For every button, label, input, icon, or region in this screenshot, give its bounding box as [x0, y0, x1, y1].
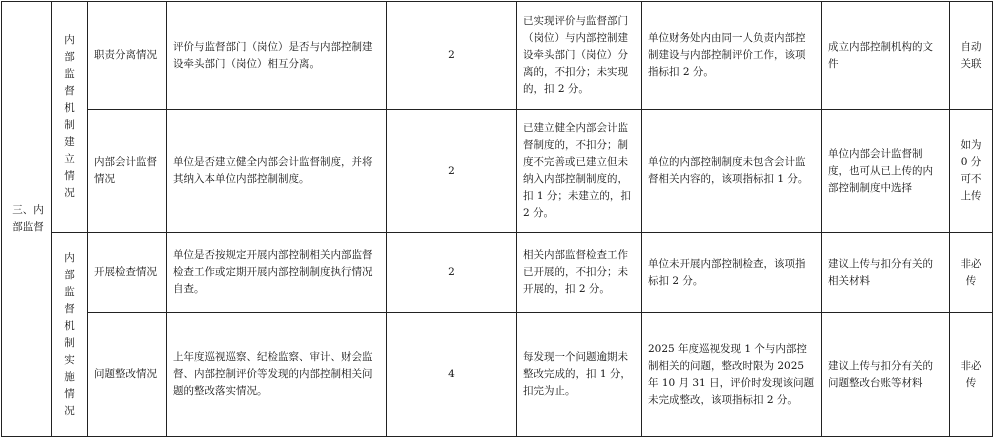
criteria-cell: 相关内部监督检查工作已开展的，不扣分；未开展的，扣 2 分。 — [517, 233, 642, 313]
item-cell: 职责分离情况 — [88, 2, 167, 110]
content-cell: 上年度巡视巡察、纪检监察、审计、财会监督、内部控制评价等发现的内部控制相关问题的整改落实情况。 — [167, 313, 387, 437]
upload-cell: 如为 0 分可不上传 — [950, 110, 993, 233]
upload-cell: 非必传 — [950, 313, 993, 437]
content-cell: 评价与监督部门（岗位）是否与内部控制建设牵头部门（岗位）相互分离。 — [167, 2, 387, 110]
item-cell: 开展检查情况 — [88, 233, 167, 313]
upload-cell: 自动关联 — [950, 2, 993, 110]
item-cell: 内部会计监督情况 — [88, 110, 167, 233]
table-row — [2, 233, 993, 313]
table-row — [2, 2, 993, 110]
example-cell: 单位未开展内部控制检查，该项指标扣 2 分。 — [642, 233, 822, 313]
score-cell: 2 — [387, 233, 517, 313]
example-cell: 2025 年度巡视发现 1 个与内部控制相关的问题，整改时限为 2025 年 10 月 31 日，评价时发现该问题未完成整改，该项指标扣 2 分。 — [642, 313, 822, 437]
table-row — [2, 313, 993, 437]
score-cell: 2 — [387, 2, 517, 110]
group-cell — [52, 233, 88, 437]
group-cell — [52, 2, 88, 233]
evidence-cell: 成立内部控制机构的文件 — [822, 2, 950, 110]
internal-control-evaluation-table — [1, 1, 993, 437]
criteria-cell: 已建立健全内部会计监督制度的，不扣分；制度不完善或已建立但未纳入内部控制制度的，扣 1 分；未建立的，扣 2 分。 — [517, 110, 642, 233]
example-cell: 单位财务处内由同一人负责内部控制建设与内部控制评价工作，该项指标扣 2 分。 — [642, 2, 822, 110]
evidence-cell: 建议上传与扣分有关的相关材料 — [822, 233, 950, 313]
content-cell: 单位是否按规定开展内部控制相关内部监督检查工作或定期开展内部控制制度执行情况自查。 — [167, 233, 387, 313]
item-cell: 问题整改情况 — [88, 313, 167, 437]
criteria-cell: 已实现评价与监督部门（岗位）与内部控制建设牵头部门（岗位）分离的，不扣分；未实现的，扣 2 分。 — [517, 2, 642, 110]
group-label: 内部监督机制实施情况 — [64, 251, 75, 417]
group-label: 内部监督机制建立情况 — [64, 34, 75, 199]
criteria-cell: 每发现一个问题逾期未整改完成的，扣 1 分，扣完为止。 — [517, 313, 642, 437]
table-row — [2, 110, 993, 233]
category-cell — [2, 2, 52, 437]
category-label: 三、内部监督 — [12, 204, 44, 233]
example-cell: 单位的内部控制制度未包含会计监督相关内容的，该项指标扣 1 分。 — [642, 110, 822, 233]
score-cell: 2 — [387, 110, 517, 233]
score-cell: 4 — [387, 313, 517, 437]
evidence-cell: 建议上传与扣分有关的问题整改台账等材料 — [822, 313, 950, 437]
upload-cell: 非必传 — [950, 233, 993, 313]
content-cell: 单位是否建立健全内部会计监督制度，并将其纳入本单位内部控制制度。 — [167, 110, 387, 233]
evidence-cell: 单位内部会计监督制度，也可从已上传的内部控制制度中选择 — [822, 110, 950, 233]
